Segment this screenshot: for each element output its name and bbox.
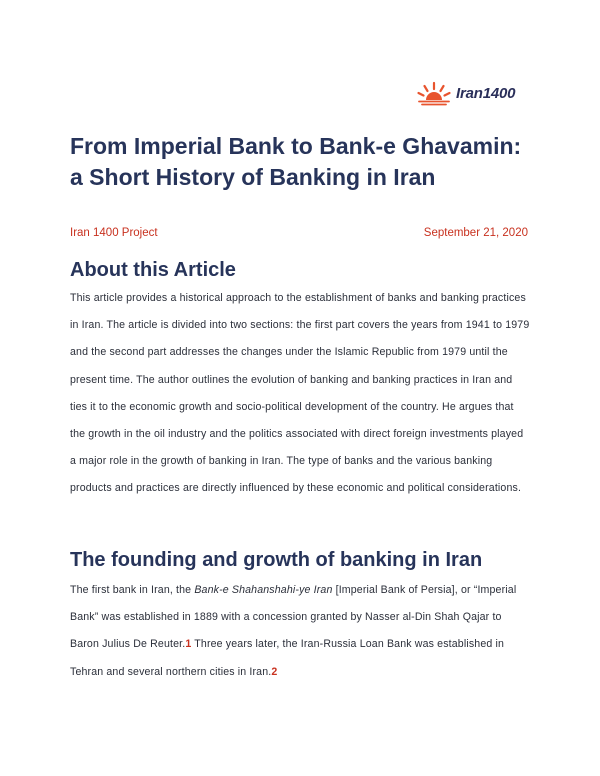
- sun-rays-icon: [416, 80, 452, 106]
- article-title: From Imperial Bank to Bank-e Ghavamin: a Short History of Banking in Iran: [70, 133, 522, 190]
- founding-text-part1: The first bank in Iran, the: [70, 584, 195, 596]
- founding-paragraph: [70, 577, 530, 686]
- iran1400-logo[interactable]: [416, 80, 515, 106]
- founding-text-part3: Three years later, the Iran-Russia Loan Bank was established in Tehran and several northern cities in Iran.: [70, 638, 505, 678]
- footnote-ref-2[interactable]: 2: [271, 665, 278, 678]
- article-date: September 21, 2020: [423, 227, 528, 239]
- about-paragraph: This article provides a historical approach to the establishment of banks and banking practices in Iran. The article is divided into two sections: the first part covers the years from 1941 to 1979 and the second part addresses the changes under the Islamic Republic from 1979 until the present time. The author outlines the evolution of banking and banking practices in Iran and ties it to the economic growth and socio-political development of the country. He argues that the growth in the oil industry and the politics associated with direct foreign investments played a major role in the growth of banking in Iran. The type of banks and the various banking products and practices are directly influenced by these economic and political considerations.: [70, 292, 530, 495]
- about-heading: About this Article: [70, 259, 236, 281]
- bank-name-italic: Bank-e Shahanshahi-ye Iran: [194, 584, 333, 596]
- footnote-ref-1[interactable]: 1: [185, 638, 192, 651]
- founding-heading: The founding and growth of banking in Iran: [70, 549, 483, 571]
- article-author: Iran 1400 Project: [70, 227, 158, 239]
- founding-text-part2: [Imperial Bank of Persia], or “Imperial Bank” was established in 1889 with a concession granted by Nasser al-Din Shah Qajar to Baron Julius De Reuter.: [70, 584, 517, 651]
- logo-text: Iran1400: [456, 84, 516, 102]
